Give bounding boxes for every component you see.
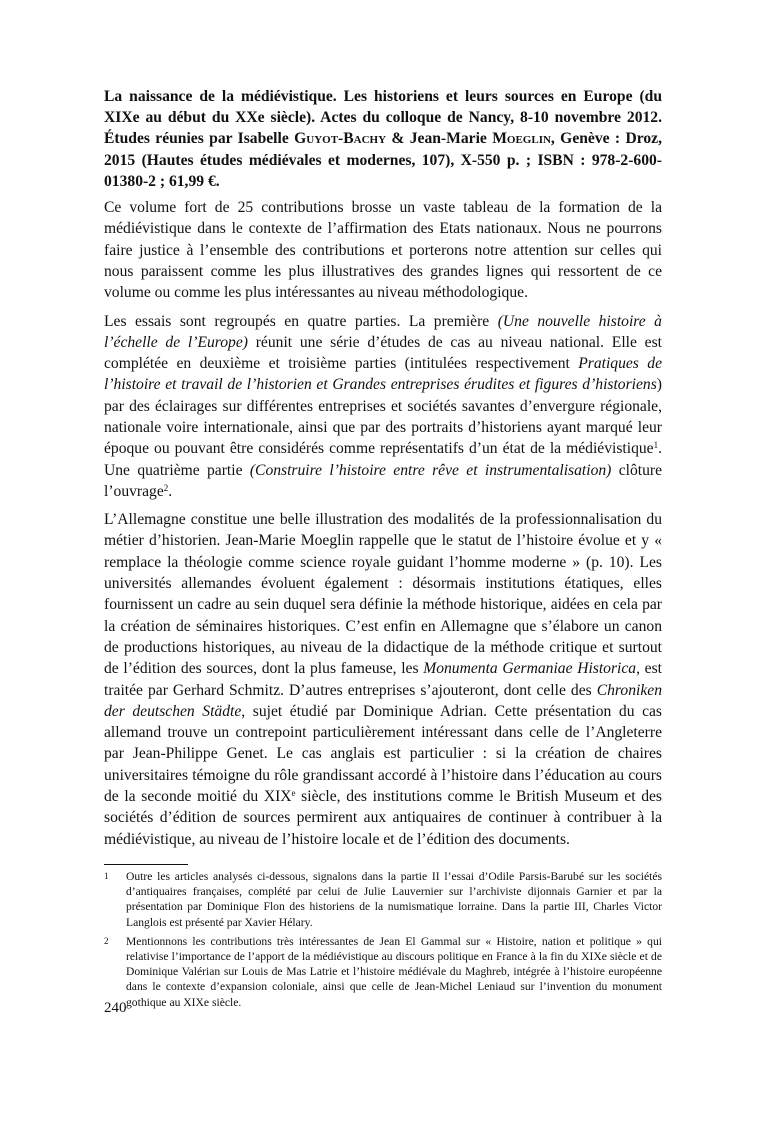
text-run: ) par des éclairages sur différentes entreprises et sociétés savantes d’envergure régionale, nationale voire internationale, ainsi que par des portraits d’historiens ayant marqué leur époque ou pouvant être considérés comme représentatifs d’un état de la médiévistique (104, 376, 662, 458)
text-run: L’Allemagne constitue une belle illustration des modalités de la professionnalisation du métier d’historien. Jean-Marie Moeglin rappelle que le statut de l’histoire évolue et y « remplace la théologie comme science royale guidant l’homme moderne » (p. 10). Les universités allemandes évoluent également : désormais institutions étatiques, elles fournissent un cadre au sein duquel sera définie la méthode historique, aidées en cela par la création de séminaires historiques. C’est enfin en Allemagne que s’élabore un canon de productions historiques, au niveau de la didactique de la méthode critique et surtout de l’édition des sources, dont la plus fameuse, les (104, 511, 662, 678)
footnote-divider (104, 864, 188, 865)
text-run: . Une quatrième partie (104, 440, 662, 479)
italic-title: (Construire l’histoire entre rêve et instrumentalisation) (249, 461, 612, 479)
editor-name-1: Guyot-Bachy (294, 130, 387, 148)
text-run: . (168, 482, 173, 500)
italic-title: (Une nouvelle histoire à l’échelle de l’Europe) (104, 312, 662, 351)
footnote-1 (104, 869, 662, 930)
heading-text: , Genève : Droz, 2015 (Hautes études médiévales et modernes, 107), X-550 p. ; ISBN : 978-2-600-01380-2 ; 61,99 €. (104, 130, 662, 190)
text-run: siècle, des institutions comme le British Museum et des sociétés d’édition de sources permirent aux antiquaires de continuer à contribuer à la médiévistique, au niveau de l’histoire locale et de l’édition des documents. (104, 788, 662, 848)
heading-text: & Jean-Marie (386, 130, 493, 148)
footnote-number: 1 (104, 870, 109, 881)
footnote-text: Outre les articles analysés ci-dessous, signalons dans la partie II l’essai d’Odile Parsis-Barubé sur les sociétés d’antiquaires françaises, complété par celui de Julie Lauvernier sur l’archiviste dijonnais Garnier et par la présentation par Dominique Flon des historiens de la numismatique lorraine. Dans la partie III, Charles Victor Langlois est présenté par Xavier Hélary. (126, 869, 662, 929)
footnote-2 (104, 934, 662, 1010)
text-run: , sujet étudié par Dominique Adrian. Cette présentation du cas allemand trouve un contrepoint particulièrement intéressant dans celle de l’Angleterre par Jean-Philippe Genet. Le cas anglais est particulier : si la création de chaires universitaires témoigne du rôle grandissant accordé à l’histoire dans l’éducation au cours de la seconde moitié du XIX (104, 702, 662, 806)
book-reference-heading (104, 86, 662, 192)
text-run: clôture l’ouvrage (104, 461, 662, 500)
superscript: e (291, 788, 296, 799)
editor-name-2: Moeglin (492, 130, 551, 148)
paragraph-1: Ce volume fort de 25 contributions brosse un vaste tableau de la formation de la médiévistique dans le contexte de l’affirmation des Etats nationaux. Nous ne pourrons faire justice à l’ensemble des contributions et porterons notre attention sur celles qui nous paraissent comme les plus illustratives des grandes lignes qui ressortent de ce volume ou comme les plus intéressantes au niveau méthodologique. (104, 199, 662, 302)
page-body (104, 86, 662, 1014)
footnote-ref-1[interactable]: 1 (653, 440, 659, 451)
italic-title: Monumenta Germaniae Historica (423, 660, 637, 678)
heading-text: La naissance de la médiévistique. Les historiens et leurs sources en Europe (du XIXe au début du XXe siècle). Actes du colloque de Nancy, 8-10 novembre 2012. Études réunies par Isabelle (104, 88, 662, 148)
footnote-ref-2[interactable]: 2 (163, 482, 169, 493)
text-run: Les essais sont regroupés en quatre parties. La première (104, 312, 498, 330)
text-run: , est traitée par Gerhard Schmitz. D’autres entreprises s’ajouteront, dont celle des (104, 660, 663, 699)
italic-title: Chroniken der deutschen Städte (104, 681, 662, 720)
paragraph-3 (104, 509, 662, 850)
italic-title: Pratiques de l’histoire et travail de l’historien et Grandes entreprises érudites et figures d’historiens (104, 355, 662, 394)
text-run: réunit une série d’études de cas au niveau national. Elle est complétée en deuxième et troisième parties (intitulées respectivement (104, 333, 662, 373)
paragraph-2 (104, 311, 662, 503)
footnote-number: 2 (104, 935, 109, 946)
page-number: 240 (104, 1000, 127, 1016)
footnote-text: Mentionnons les contributions très intéressantes de Jean El Gammal sur « Histoire, nation et politique » qui relativise l’importance de l’apport de la médiévistique au discours politique en France à la fin du XIXe siècle et de Dominique Valérian sur Louis de Mas Latrie et l’histoire médiévale du Maghreb, intégrée à l’histoire européenne dans le contexte d’expansion coloniale, ainsi que celle de Jean-Michel Leniaud sur l’invention du monument gothique au XIXe siècle. (126, 934, 662, 1009)
